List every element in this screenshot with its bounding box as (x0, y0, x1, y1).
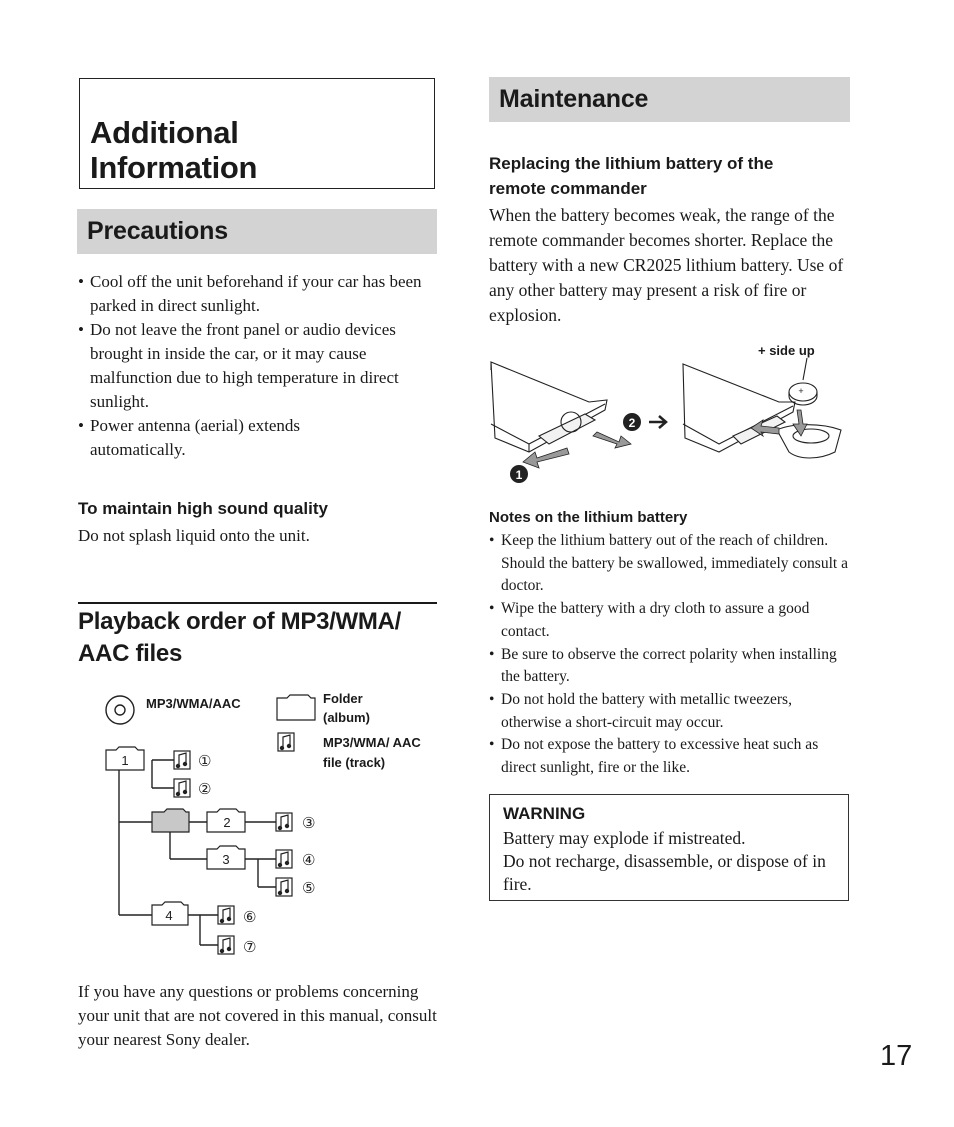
playback-heading: Playback order of MP3/WMA/ AAC files (78, 608, 401, 667)
disc-icon (106, 696, 134, 724)
list-item: • Do not expose the battery to excessive heat such as direct sunlight, fire or the like. (489, 734, 851, 779)
section-divider (78, 602, 437, 604)
svg-text:1: 1 (515, 468, 523, 482)
list-item: • Power antenna (aerial) extends automatically. (78, 414, 440, 462)
warning-line: Battery may explode if mistreated. (503, 828, 746, 848)
folder-icon (277, 695, 315, 720)
track-number: ③ (302, 814, 316, 832)
precautions-list (78, 270, 440, 462)
list-item: • Be sure to observe the correct polarity when installing the battery. (489, 644, 851, 689)
svg-text:+: + (798, 386, 804, 396)
battery-instructions: When the battery becomes weak, the range of the remote commander becomes shorter. Replace the battery with a new CR2025 lithium battery. Use of any other battery may present a risk of fire or explosion. (489, 205, 844, 325)
battery-replacement-illustration (489, 340, 849, 490)
list-item: • Cool off the unit beforehand if your car has been parked in direct sunlight. (78, 270, 440, 318)
notes-heading: Notes on the lithium battery (489, 509, 688, 526)
track-number: ⑤ (302, 879, 316, 897)
list-item: • Keep the lithium battery out of the reach of children. Should the battery be swallowed, immediately consult a doctor. (489, 530, 851, 598)
disc-hole (115, 705, 125, 715)
battery-subheading: Replacing the lithium battery of the remote commander (489, 154, 774, 198)
music-file-icon (218, 906, 234, 924)
warning-text (503, 827, 843, 896)
music-file-icon (174, 779, 190, 797)
support-note: If you have any questions or problems concerning your unit that are not covered in this manual, consult your nearest Sony dealer. (78, 982, 437, 1049)
folder-number: 2 (223, 815, 231, 830)
side-up-label: + side up (758, 343, 815, 358)
page-title-text: Additional Information (90, 115, 258, 185)
list-item: • Do not leave the front panel or audio devices brought in inside the car, or it may cause malfunction due to high temperature in direct sunlight. (78, 318, 440, 414)
maintenance-heading: Maintenance (499, 85, 649, 113)
warning-line: Do not recharge, disassemble, or dispose of in fire. (503, 851, 826, 894)
folder-icon (152, 809, 189, 832)
folder-number: 3 (222, 852, 230, 867)
list-item: • Wipe the battery with a dry cloth to assure a good contact. (489, 598, 851, 643)
track-number: ⑥ (243, 908, 257, 926)
music-file-icon (276, 813, 292, 831)
list-item: • Do not hold the battery with metallic tweezers, otherwise a short-circuit may occur. (489, 689, 851, 734)
sound-quality-text: Do not splash liquid onto the unit. (78, 526, 310, 545)
page-title (90, 115, 310, 185)
legend-file-label: MP3/WMA/ AAC file (track) (323, 735, 421, 770)
playback-order-diagram (100, 688, 440, 963)
next-step-arrow-icon (649, 416, 666, 428)
music-file-icon (276, 850, 292, 868)
sound-quality-heading: To maintain high sound quality (78, 499, 328, 518)
music-file-icon (218, 936, 234, 954)
warning-title: WARNING (503, 804, 586, 823)
folder-number: 4 (165, 908, 173, 923)
page-number: 17 (880, 1040, 913, 1072)
music-file-icon (278, 733, 294, 751)
music-file-icon (276, 878, 292, 896)
disc-label: MP3/WMA/AAC (146, 696, 241, 711)
maintenance-header (489, 77, 850, 122)
folder-number: 1 (121, 753, 129, 768)
legend-folder-label: Folder (album) (323, 691, 370, 725)
battery-tray (777, 425, 841, 458)
precautions-heading: Precautions (87, 217, 228, 245)
svg-text:2: 2 (628, 416, 636, 430)
track-number: ④ (302, 851, 316, 869)
arrow-icon (593, 432, 631, 448)
battery-notes-list (489, 530, 851, 780)
track-number: ① (198, 752, 212, 770)
music-file-icon (174, 751, 190, 769)
track-number: ⑦ (243, 938, 257, 956)
precautions-header (77, 209, 437, 254)
track-number: ② (198, 780, 212, 798)
